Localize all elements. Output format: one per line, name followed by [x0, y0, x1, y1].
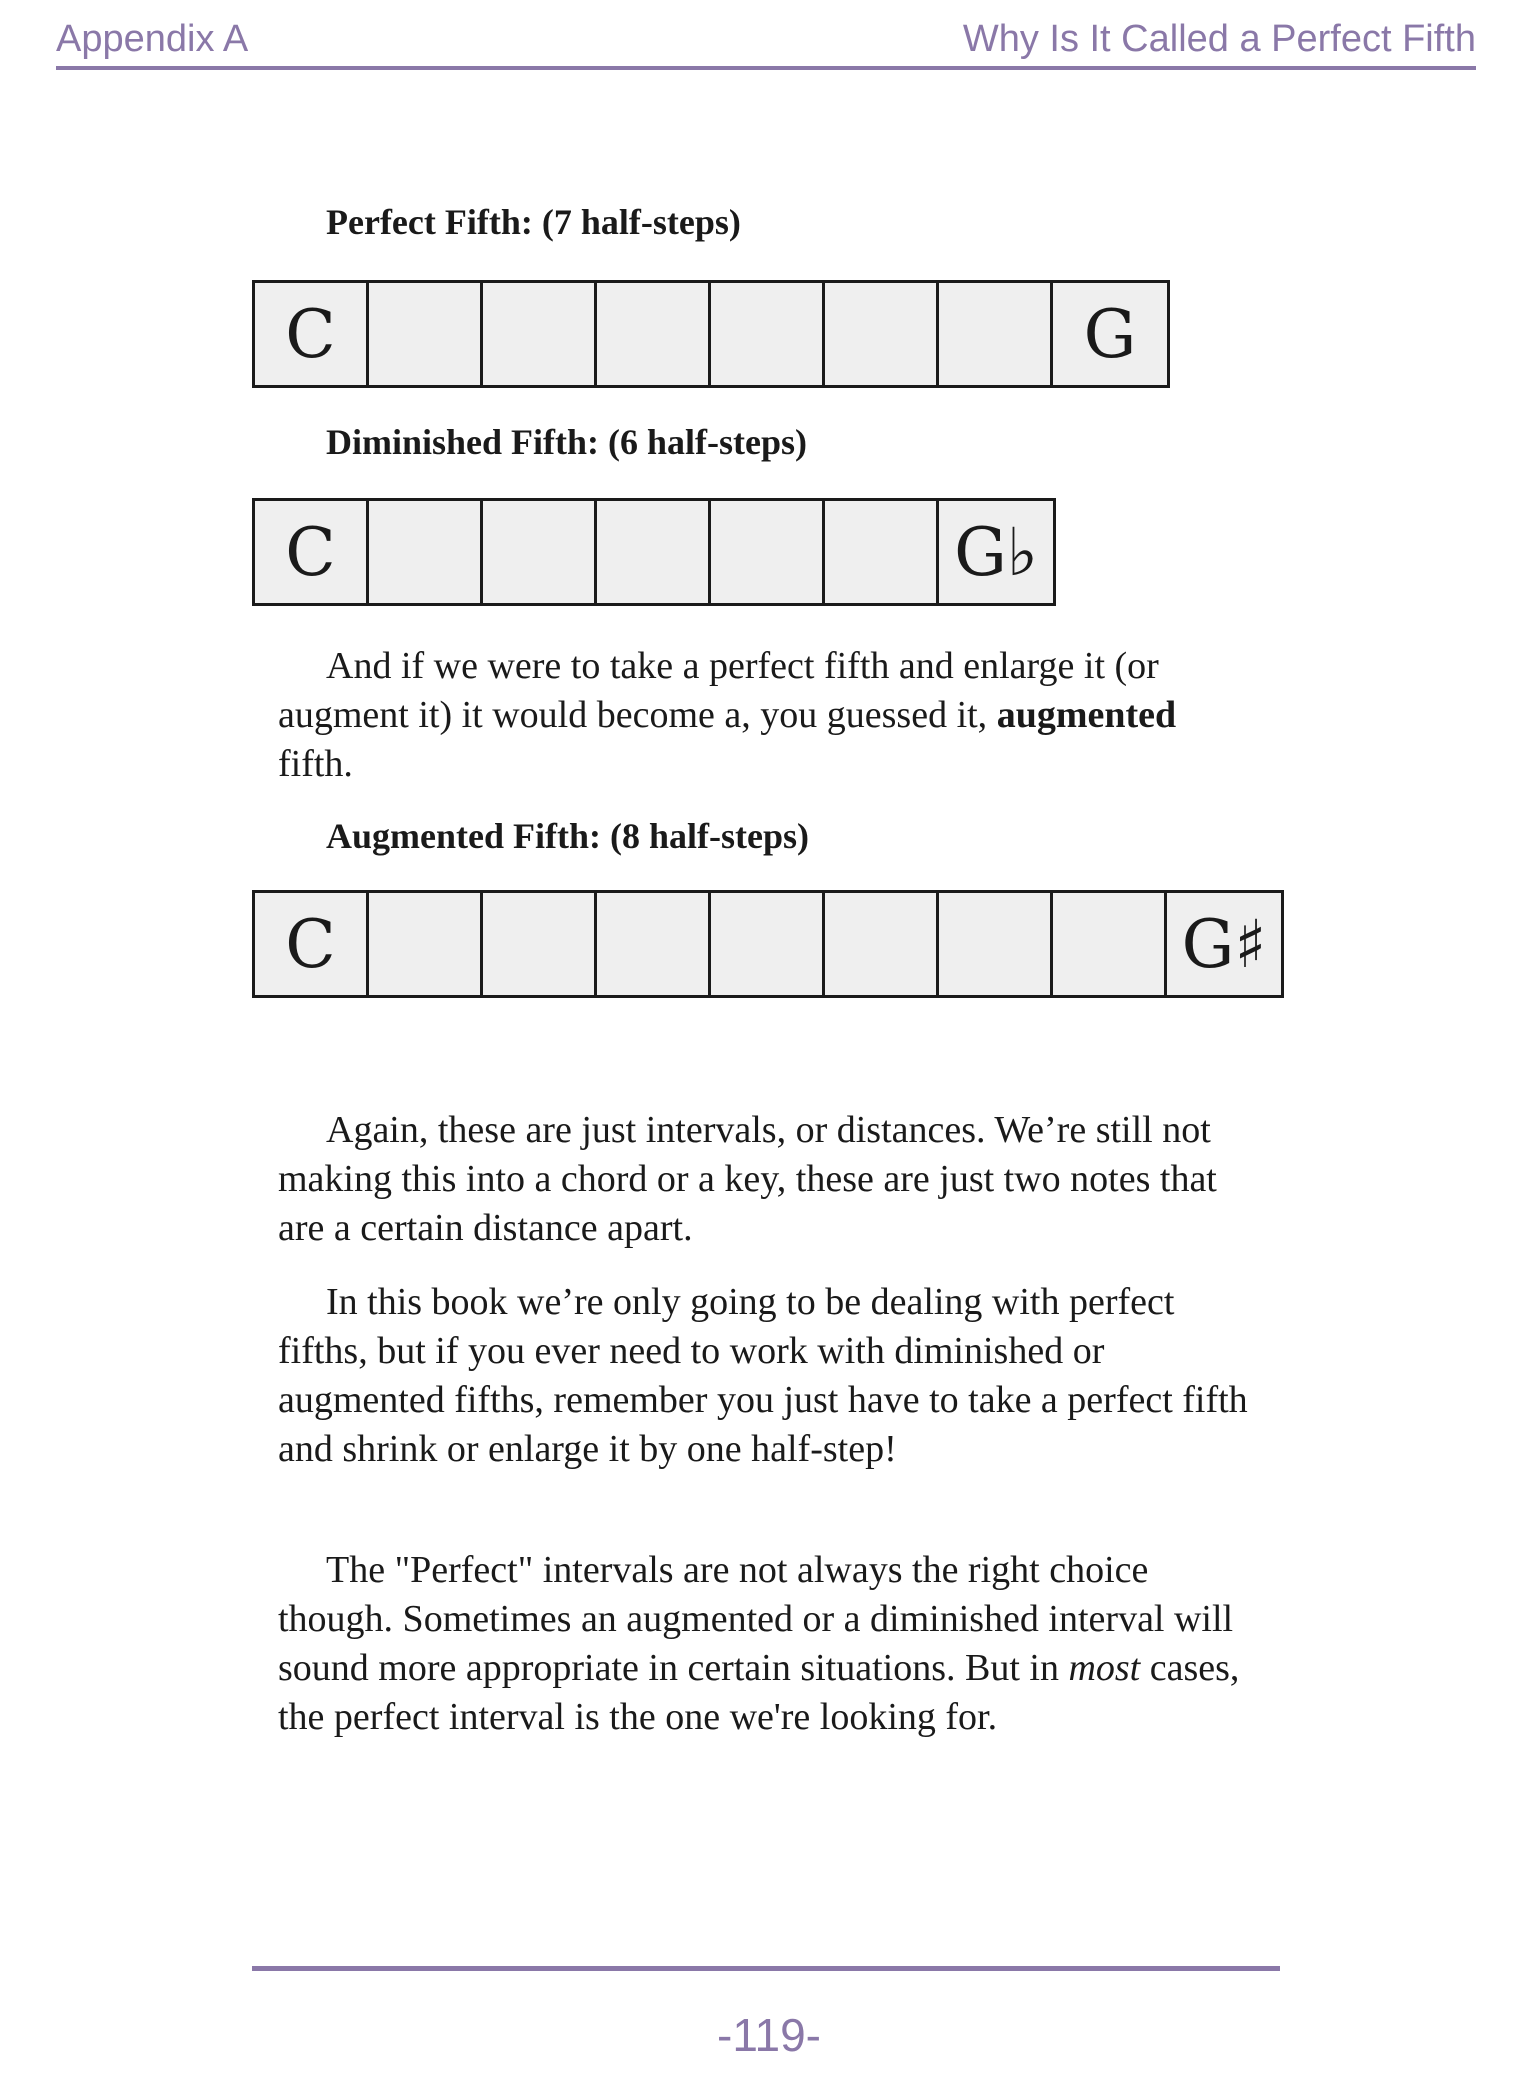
paragraph-perfect-fifths-only	[278, 1278, 1258, 1474]
grid-cell: C	[255, 893, 369, 995]
grid-cell: G♭	[954, 513, 1038, 591]
header-chapter-title: Why Is It Called a Perfect Fifth	[962, 18, 1476, 60]
emphasis-bold: augmented	[996, 694, 1177, 736]
augmented-fifth-caption: Augmented Fifth: (8 half-steps)	[326, 816, 809, 856]
grid-cell	[825, 283, 939, 385]
grid-cell	[483, 893, 597, 995]
paragraph-text: The "Perfect" intervals are not always the right choice though. Sometimes an augmented or a diminished interval will sound more appropriate in certain situations. But in	[278, 1549, 1234, 1689]
diminished-fifth-grid	[252, 498, 1056, 606]
grid-cell: C	[255, 283, 369, 385]
grid-cell	[939, 893, 1053, 995]
grid-cell	[483, 501, 597, 603]
grid-cell	[711, 283, 825, 385]
emphasis-italic: most	[1068, 1647, 1141, 1689]
grid-cell	[825, 893, 939, 995]
grid-cell	[711, 501, 825, 603]
grid-cell: G♯	[1181, 905, 1267, 983]
paragraph-augment-intro	[278, 642, 1258, 789]
paragraph-text: cases, the perfect interval is the one we're looking for.	[278, 1647, 1240, 1738]
grid-cell	[369, 283, 483, 385]
paragraph-text: Again, these are just intervals, or distances. We’re still not making this into a chord or a key, these are just two notes that are a certain distance apart.	[278, 1109, 1217, 1249]
grid-cell	[597, 501, 711, 603]
paragraph-intervals-distances	[278, 1106, 1258, 1253]
grid-cell	[483, 283, 597, 385]
paragraph-text: And if we were to take a perfect fifth and enlarge it (or augment it) it would become a, you guessed it,	[278, 645, 1159, 736]
header-section-label: Appendix A	[56, 18, 249, 60]
diminished-fifth-caption: Diminished Fifth: (6 half-steps)	[326, 422, 808, 462]
grid-cell	[1053, 893, 1167, 995]
grid-cell	[711, 893, 825, 995]
paragraph-text: In this book we’re only going to be dealing with perfect fifths, but if you ever need to work with diminished or augmented fifths, remember you just have to take a perfect fifth and shrink or enlarge it by one half-step!	[278, 1281, 1248, 1470]
paragraph-text: fifth.	[278, 743, 353, 785]
paragraph-perfect-intervals	[278, 1546, 1258, 1742]
augmented-fifth-grid	[252, 890, 1284, 998]
grid-cell	[369, 501, 483, 603]
perfect-fifth-grid	[252, 280, 1170, 388]
perfect-fifth-caption: Perfect Fifth: (7 half-steps)	[326, 202, 741, 242]
grid-cell	[597, 893, 711, 995]
footer-rule	[252, 1966, 1280, 1971]
grid-cell: C	[255, 501, 369, 603]
grid-cell	[597, 283, 711, 385]
page-number: -119-	[717, 2009, 821, 2061]
grid-cell	[369, 893, 483, 995]
running-header	[56, 14, 1476, 70]
grid-cell: G	[1083, 295, 1137, 373]
grid-cell	[939, 283, 1053, 385]
grid-cell	[825, 501, 939, 603]
